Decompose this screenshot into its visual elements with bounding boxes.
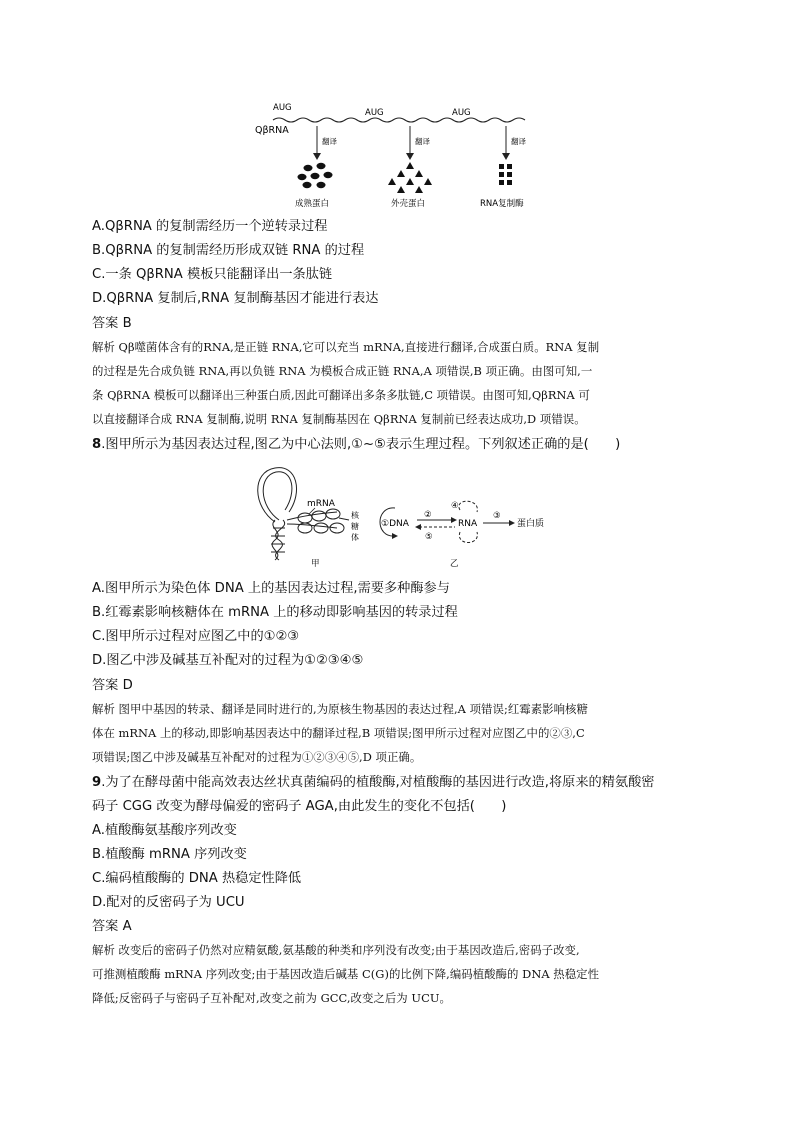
q9-explanation-line-3: 降低;反密码子与密码子互补配对,改变之前为 GCC,改变之后为 UCU。 [92, 991, 451, 1005]
rna-replicase-squares [499, 164, 512, 185]
q8-option-a: A.图甲所示为染色体 DNA 上的基因表达过程,需要多种酶参与 [92, 581, 450, 596]
jia-label: 甲 [311, 559, 320, 569]
mrna-label: mRNA [307, 499, 335, 509]
q9-stem-text-1: .为了在酵母菌中能高效表达丝状真菌编码的植酸酶,对植酸酶的基因进行改造,将原来的精氨酸密 [101, 775, 655, 790]
q9-stem-line-2: 码子 CGG 改变为酵母偏爱的密码子 AGA,由此发生的变化不包括( ) [92, 799, 507, 814]
protein-node: 蛋白质 [517, 519, 545, 529]
q7-option-c: C.一条 QβRNA 模板只能翻译出一条肽链 [92, 267, 333, 282]
coat-protein-triangles [388, 162, 432, 193]
q8-explanation-line-1: 解析 图甲中基因的转录、翻译是同时进行的,为原核生物基因的表达过程,A 项错误;红霉素影响核糖 [92, 702, 588, 716]
q8-option-b: B.红霉素影响核糖体在 mRNA 上的移动即影响基因的转录过程 [92, 605, 458, 620]
gene-expression-figure [245, 462, 565, 572]
dna-node: ①DNA [381, 519, 409, 529]
q9-option-a: A.植酸酶氨基酸序列改变 [92, 823, 237, 838]
coat-protein-label: 外壳蛋白 [391, 199, 426, 209]
q7-option-a: A.QβRNA 的复制需经历一个逆转录过程 [92, 219, 328, 234]
mature-protein-label: 成熟蛋白 [295, 199, 330, 209]
num-2: ② [424, 510, 432, 520]
q7-answer: 答案 B [92, 316, 132, 331]
qbeta-rna-strand [273, 118, 525, 122]
rna-replicase-label: RNA复制酶 [480, 199, 524, 209]
ribosome-label-3: 体 [351, 533, 359, 542]
ribosomes [298, 509, 349, 533]
q8-stem [92, 436, 620, 454]
translate-label-1: 翻译 [322, 137, 337, 146]
q9-option-d: D.配对的反密码子为 UCU [92, 895, 245, 910]
q7-option-b: B.QβRNA 的复制需经历形成双链 RNA 的过程 [92, 243, 365, 258]
q9-option-b: B.植酸酶 mRNA 序列改变 [92, 847, 247, 862]
q9-number: 9 [92, 775, 102, 790]
qbeta-rna-label: QβRNA [255, 125, 289, 136]
num-5: ⑤ [425, 532, 433, 542]
q8-number: 8 [92, 437, 102, 452]
q8-option-d: D.图乙中涉及碱基互补配对的过程为①②③④⑤ [92, 653, 364, 668]
q7-explanation-line-1: 解析 Qβ噬菌体含有的RNA,是正链 RNA,它可以充当 mRNA,直接进行翻译,合成蛋白质。RNA 复制 [92, 340, 600, 354]
ribosome-label-1: 核 [351, 511, 359, 520]
codon-aug-3: AUG [452, 108, 471, 118]
q9-stem-line-1 [92, 774, 654, 792]
q8-stem-text: .图甲所示为基因表达过程,图乙为中心法则,①~⑤表示生理过程。下列叙述正确的是( ) [101, 437, 621, 452]
rna-node: RNA [458, 519, 478, 529]
q9-explanation-line-1: 解析 改变后的密码子仍然对应精氨酸,氨基酸的种类和序列没有改变;由于基因改造后,密码子改变, [92, 943, 580, 957]
codon-aug-2: AUG [365, 108, 384, 118]
q9-explanation-line-2: 可推测植酸酶 mRNA 序列改变;由于基因改造后碱基 C(G)的比例下降,编码植酸酶的 DNA 热稳定性 [92, 967, 600, 981]
q7-option-d: D.QβRNA 复制后,RNA 复制酶基因才能进行表达 [92, 291, 379, 306]
q7-explanation-line-2: 的过程是先合成负链 RNA,再以负链 RNA 为模板合成正链 RNA,A 项错误,B 项正确。由图可知,一 [92, 364, 593, 378]
translate-label-2: 翻译 [415, 137, 430, 146]
ribosome-label-2: 糖 [351, 522, 359, 531]
qbeta-translation-figure [255, 100, 545, 212]
q9-option-c: C.编码植酸酶的 DNA 热稳定性降低 [92, 871, 302, 886]
translate-label-3: 翻译 [511, 137, 526, 146]
codon-aug-1: AUG [273, 103, 292, 113]
yi-label: 乙 [450, 559, 459, 569]
mature-protein-ovals [298, 163, 333, 188]
q8-answer: 答案 D [92, 678, 133, 693]
q8-explanation-line-3: 项错误;图乙中涉及碱基互补配对的过程为①②③④⑤,D 项正确。 [92, 750, 422, 764]
q8-option-c: C.图甲所示过程对应图乙中的①②③ [92, 629, 300, 644]
q7-explanation-line-3: 条 QβRNA 模板可以翻译出三种蛋白质,因此可翻译出多条多肽链,C 项错误。由图可知,QβRNA 可 [92, 388, 590, 402]
q9-answer: 答案 A [92, 919, 132, 934]
num-3: ③ [493, 511, 501, 521]
q8-explanation-line-2: 体在 mRNA 上的移动,即影响基因表达中的翻译过程,B 项错误;图甲所示过程对应图乙中的②③,C [92, 726, 585, 740]
num-4: ④ [451, 501, 459, 511]
q7-explanation-line-4: 以直接翻译合成 RNA 复制酶,说明 RNA 复制酶基因在 QβRNA 复制前已经表达成功,D 项错误。 [92, 412, 586, 426]
